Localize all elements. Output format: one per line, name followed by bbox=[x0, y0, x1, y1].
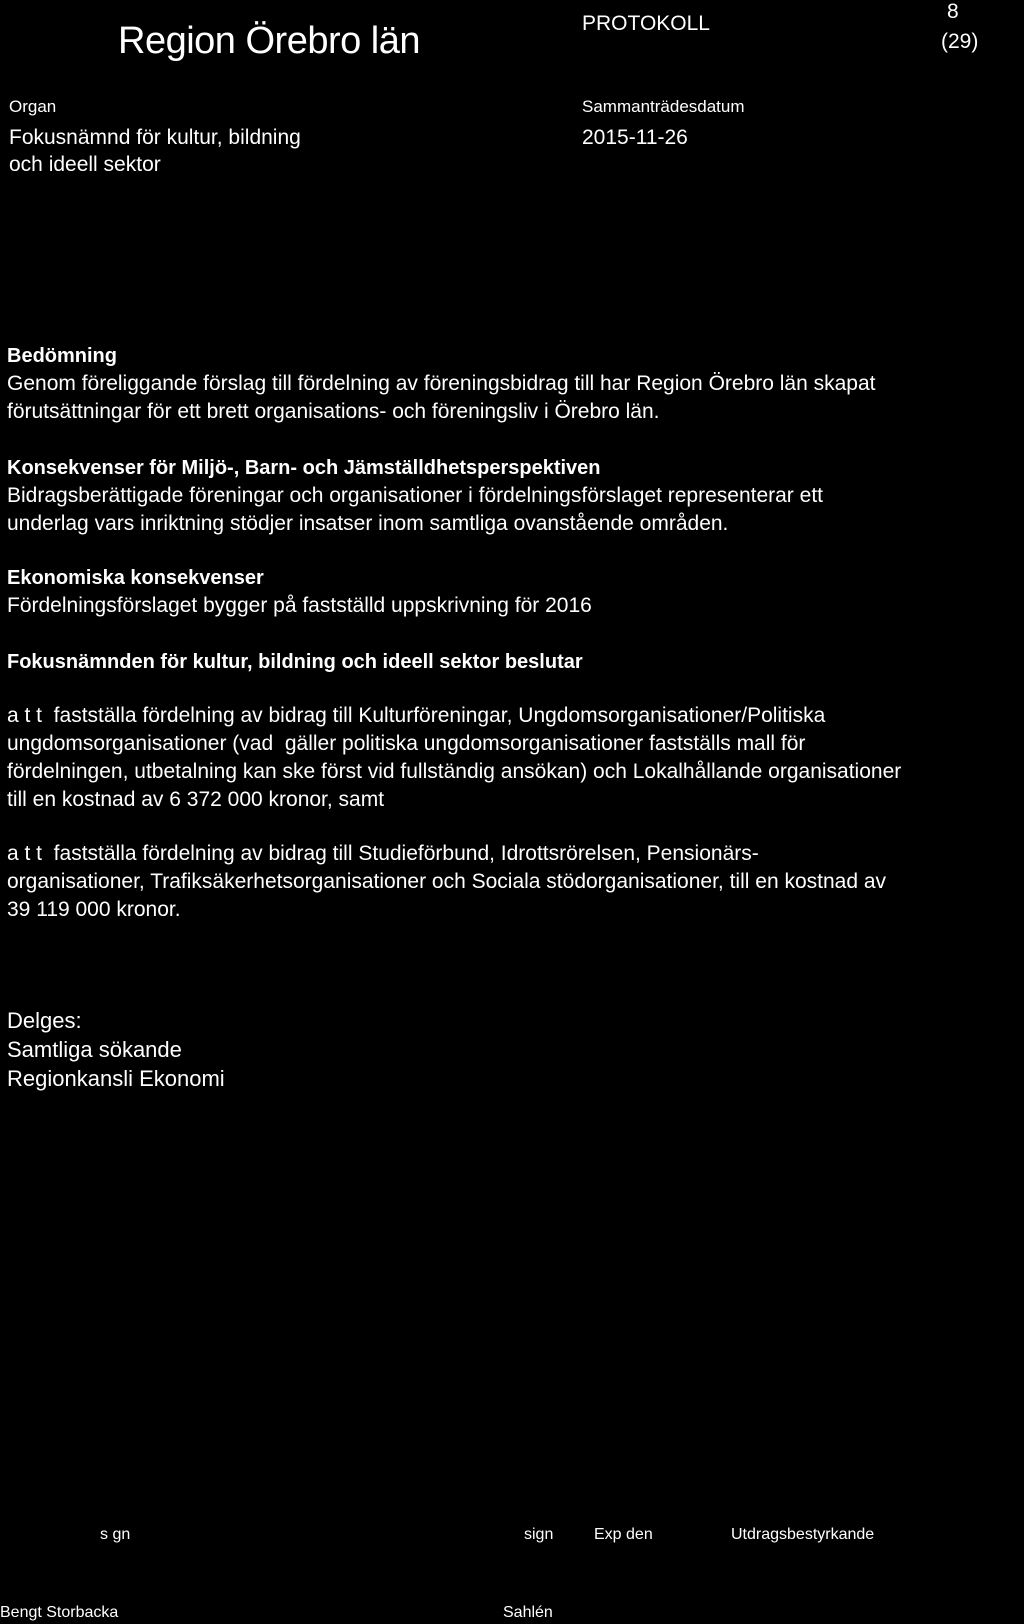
meeting-date: 2015-11-26 bbox=[582, 126, 688, 149]
decision-heading: Fokusnämnden för kultur, bildning och ideell sektor beslutar bbox=[7, 651, 583, 673]
distribution-recipient-1: Samtliga sökande bbox=[7, 1037, 182, 1062]
date-label: Sammanträdesdatum bbox=[582, 97, 745, 116]
distribution-label: Delges: bbox=[7, 1008, 82, 1033]
assessment-section bbox=[7, 342, 1017, 426]
consequences-section bbox=[7, 454, 1017, 538]
organization-logo: Region Örebro län bbox=[118, 20, 421, 62]
decision-item-1-line-2: ungdomsorganisationer (vad gäller politiska ungdomsorganisationer fastställs mall för bbox=[7, 732, 806, 755]
organ-label: Organ bbox=[9, 97, 57, 116]
signature-label-2: sign bbox=[524, 1526, 554, 1543]
consequences-heading: Konsekvenser för Miljö-, Barn- och Jämställdhetsperspektiven bbox=[7, 457, 601, 479]
consequences-line-2: underlag vars inriktning stödjer insatser inom samtliga ovanstående områden. bbox=[7, 512, 729, 535]
economic-line-1: Fördelningsförslaget bygger på fastställd uppskrivning för 2016 bbox=[7, 594, 592, 617]
decision-item-1-line-1: a t t fastställa fördelning av bidrag till Kulturföreningar, Ungdomsorganisationer/Politiska bbox=[7, 704, 826, 727]
distribution-recipient-2: Regionkansli Ekonomi bbox=[7, 1066, 225, 1091]
page-total: (29) bbox=[941, 30, 979, 53]
organ-line-1: Fokusnämnd för kultur, bildning bbox=[9, 126, 301, 149]
assessment-line-1: Genom föreliggande förslag till fördelning av föreningsbidrag till har Region Örebro län skapat bbox=[7, 372, 876, 395]
assessment-heading: Bedömning bbox=[7, 345, 117, 367]
economic-section bbox=[7, 564, 1017, 620]
extract-certification-label: Utdragsbestyrkande bbox=[731, 1526, 875, 1543]
decision-item-2-line-2: organisationer, Trafiksäkerhetsorganisationer och Sociala stödorganisationer, till en kostnad av bbox=[7, 870, 887, 893]
organ-line-2: och ideell sektor bbox=[9, 153, 161, 176]
document-type: PROTOKOLL bbox=[582, 12, 710, 35]
decision-item-2-line-1: a t t fastställa fördelning av bidrag till Studieförbund, Idrottsrörelsen, Pensionärs- bbox=[7, 842, 759, 865]
economic-heading: Ekonomiska konsekvenser bbox=[7, 567, 264, 589]
page-number: 8 bbox=[947, 0, 959, 23]
decision-item-2-line-3: 39 119 000 kronor. bbox=[7, 898, 181, 921]
signer-name-1: Bengt Storbacka bbox=[0, 1604, 119, 1621]
decision-item-1-line-4: till en kostnad av 6 372 000 kronor, samt bbox=[7, 788, 385, 811]
decision-section bbox=[7, 648, 1017, 676]
decision-item-1-line-3: fördelningen, utbetalning kan ske först vid fullständig ansökan) och Lokalhållande organisationer bbox=[7, 760, 902, 783]
distribution-section bbox=[7, 1006, 1017, 1093]
decision-item-1 bbox=[7, 702, 1017, 814]
signer-name-2: Sahlén bbox=[503, 1604, 553, 1621]
consequences-line-1: Bidragsberättigade föreningar och organisationer i fördelningsförslaget representerar ett bbox=[7, 484, 823, 507]
expedition-date-label: Exp den bbox=[594, 1526, 653, 1543]
signature-label-1: s gn bbox=[100, 1526, 131, 1543]
decision-item-2 bbox=[7, 840, 1017, 924]
assessment-line-2: förutsättningar för ett brett organisations- och föreningsliv i Örebro län. bbox=[7, 400, 660, 423]
